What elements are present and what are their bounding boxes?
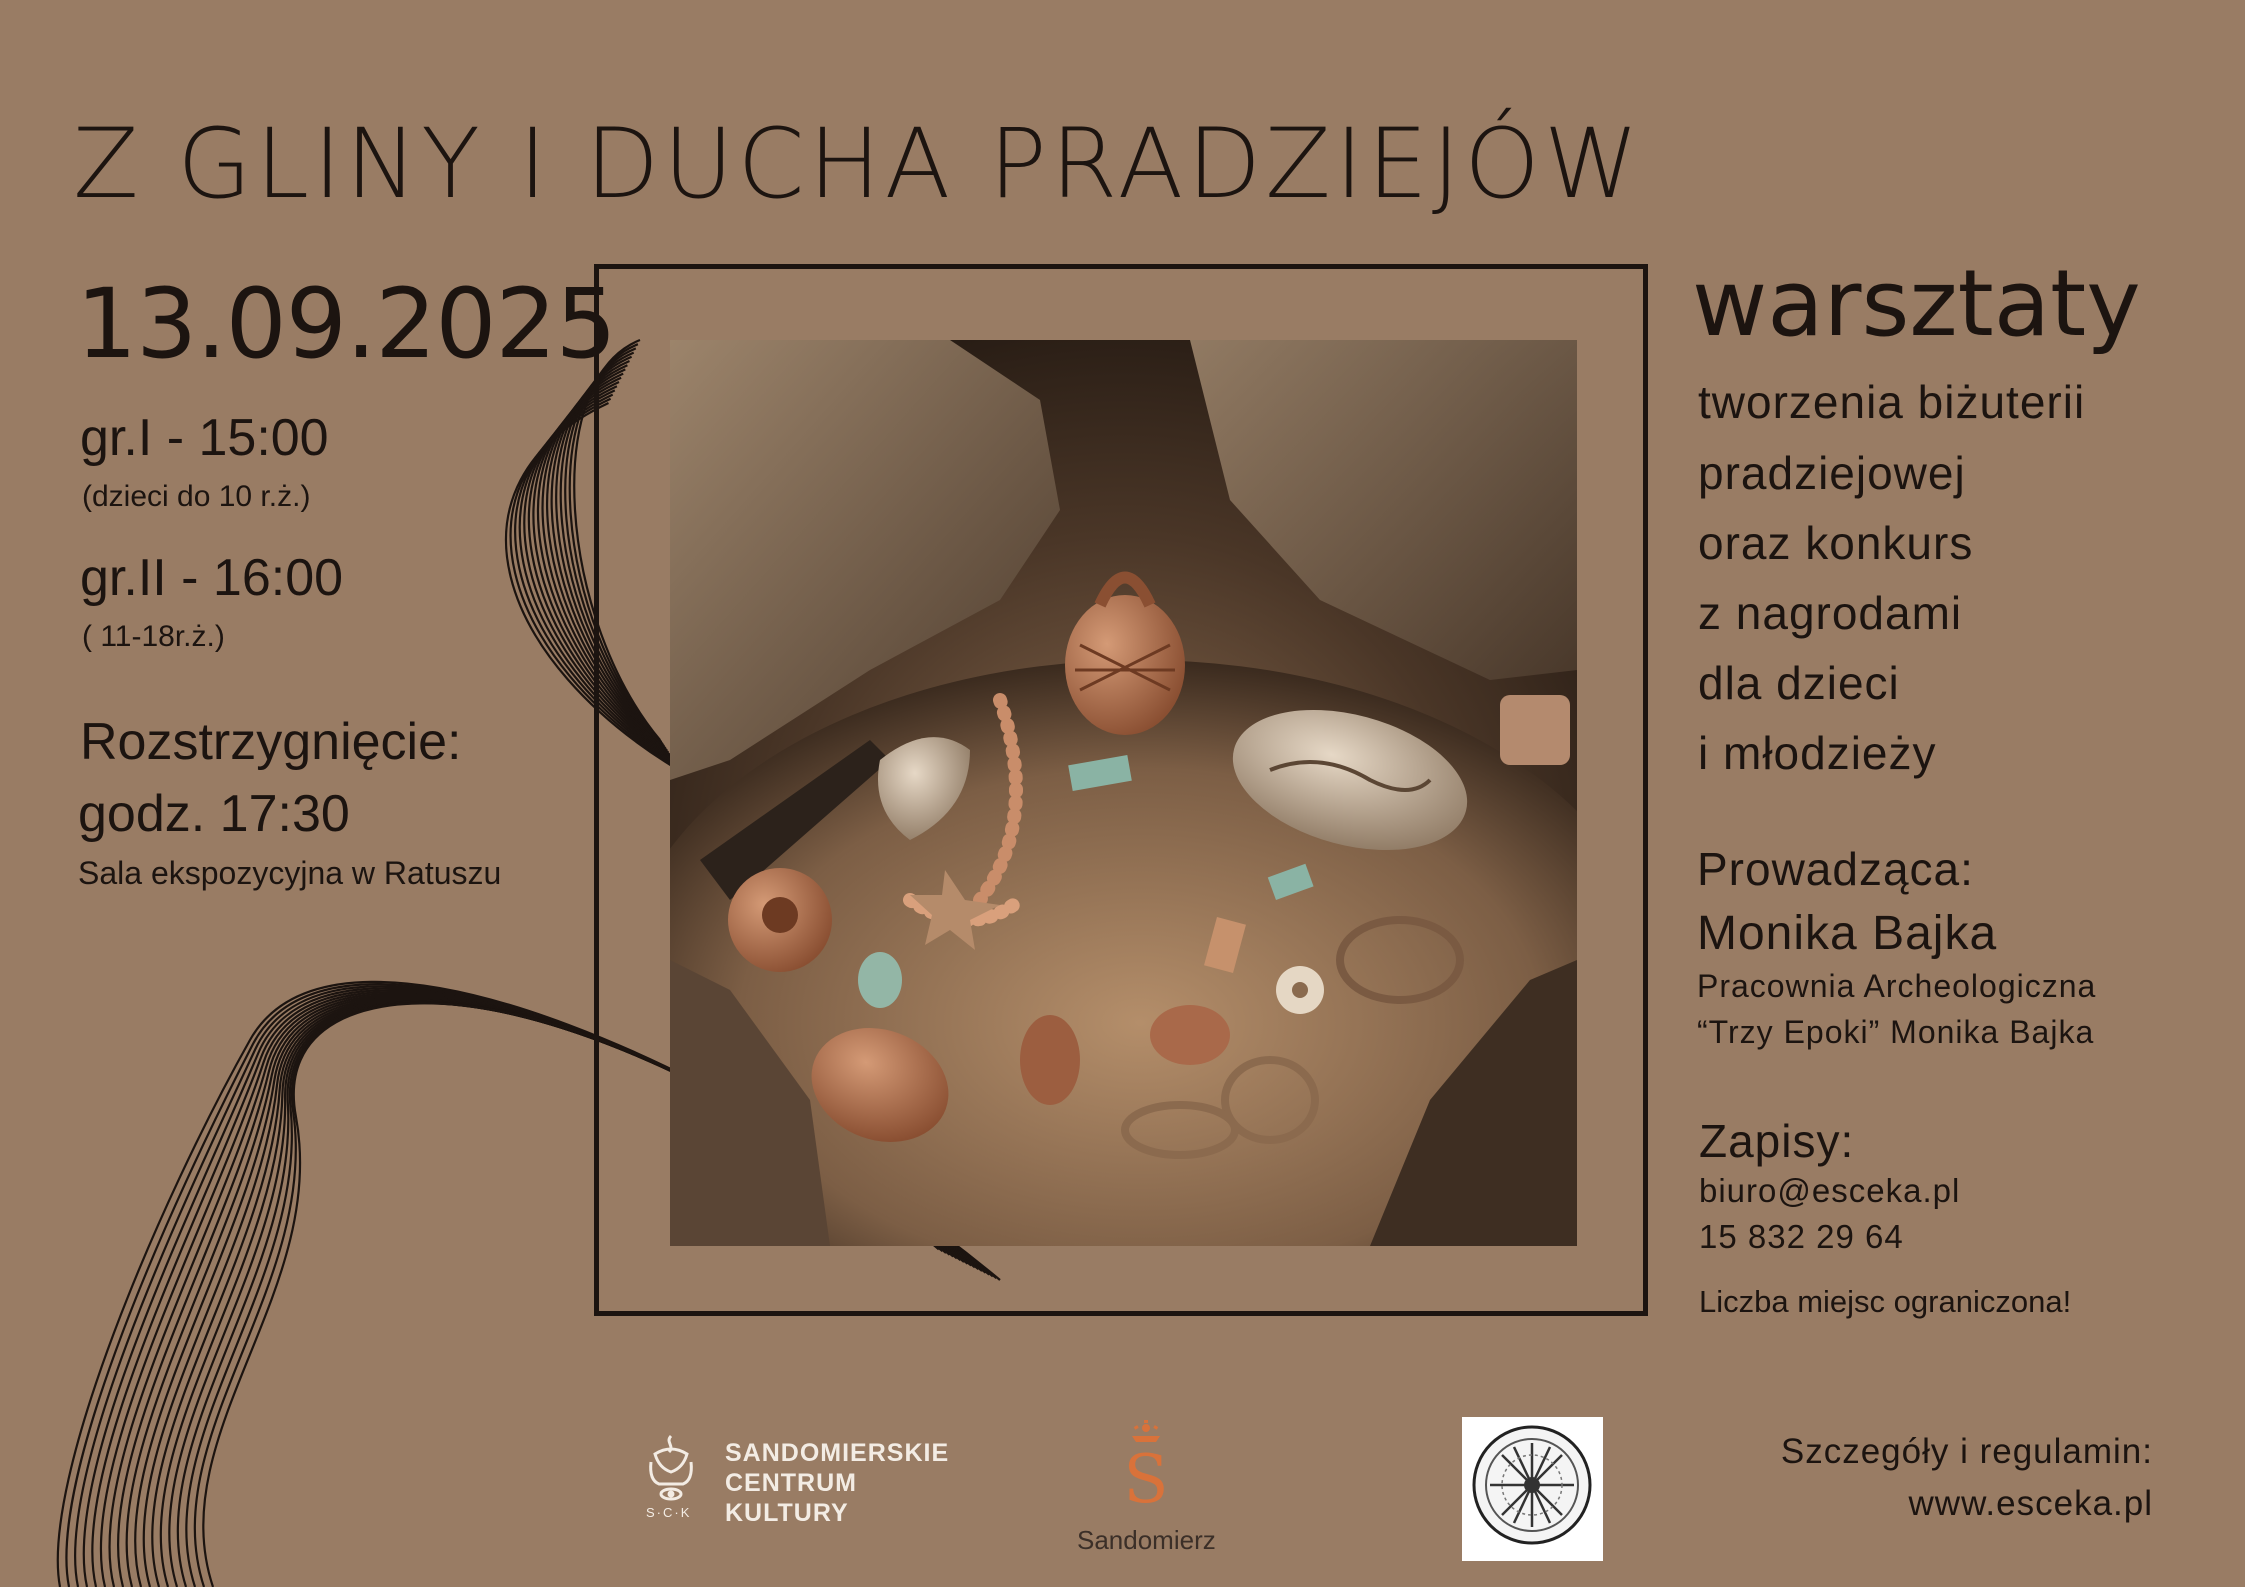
resolution-label: Rozstrzygnięcie: [80,713,462,771]
group-2-note: ( 11-18r.ż.) [82,620,225,653]
svg-text:S: S [1123,1441,1169,1510]
group-2-time: gr.II - 16:00 [80,549,344,607]
workshop-desc-line: i młodzieży [1698,727,1937,779]
sck-logo-text [725,1438,949,1528]
event-date: 13.09.2025 [76,268,616,380]
venue: Sala ekspozycyjna w Ratuszu [78,855,502,891]
jewelry-photo-illustration [670,340,1577,1246]
group-1-time: gr.I - 15:00 [80,409,329,467]
host-label: Prowadząca: [1697,843,1974,895]
sandomierz-logo-text: Sandomierz [1077,1525,1216,1555]
sck-logo-line: CENTRUM [725,1469,857,1497]
page-title: Z GLINY I DUCHA PRADZIEJÓW [73,108,1643,220]
sck-logo-line: KULTURY [725,1499,849,1527]
workshop-desc-line: tworzenia biżuterii [1698,376,2086,428]
host-name: Monika Bajka [1697,907,1998,960]
sck-mark: S·C·K [646,1505,692,1520]
trzy-epoki-logo [1462,1417,1603,1561]
jewelry-photo [670,340,1577,1246]
registration-email[interactable]: biuro@esceka.pl [1699,1172,1961,1209]
host-org-line: “Trzy Epoki” Monika Bajka [1697,1014,2095,1050]
workshop-desc-line: dla dzieci [1698,657,1900,709]
workshop-desc-line: oraz konkurs [1698,517,1974,569]
resolution-time: godz. 17:30 [78,785,350,843]
workshop-desc-line: z nagrodami [1698,587,1963,639]
workshop-desc-line: pradziejowej [1698,447,1966,499]
host-org-line: Pracownia Archeologiczna [1697,968,2097,1004]
trzy-epoki-emblem-icon [1462,1417,1603,1561]
sandomierz-logo-icon [1118,1420,1174,1510]
details-url[interactable]: www.esceka.pl [1908,1484,2153,1523]
limit-note: Liczba miejsc ograniczona! [1699,1284,2072,1319]
workshop-heading: warsztaty [1692,250,2141,357]
registration-phone[interactable]: 15 832 29 64 [1699,1218,1904,1255]
group-1-note: (dzieci do 10 r.ż.) [82,480,311,513]
sck-logo-line: SANDOMIERSKIE [725,1439,950,1467]
details-label: Szczegóły i regulamin: [1780,1432,2153,1471]
registration-label: Zapisy: [1699,1115,1855,1167]
